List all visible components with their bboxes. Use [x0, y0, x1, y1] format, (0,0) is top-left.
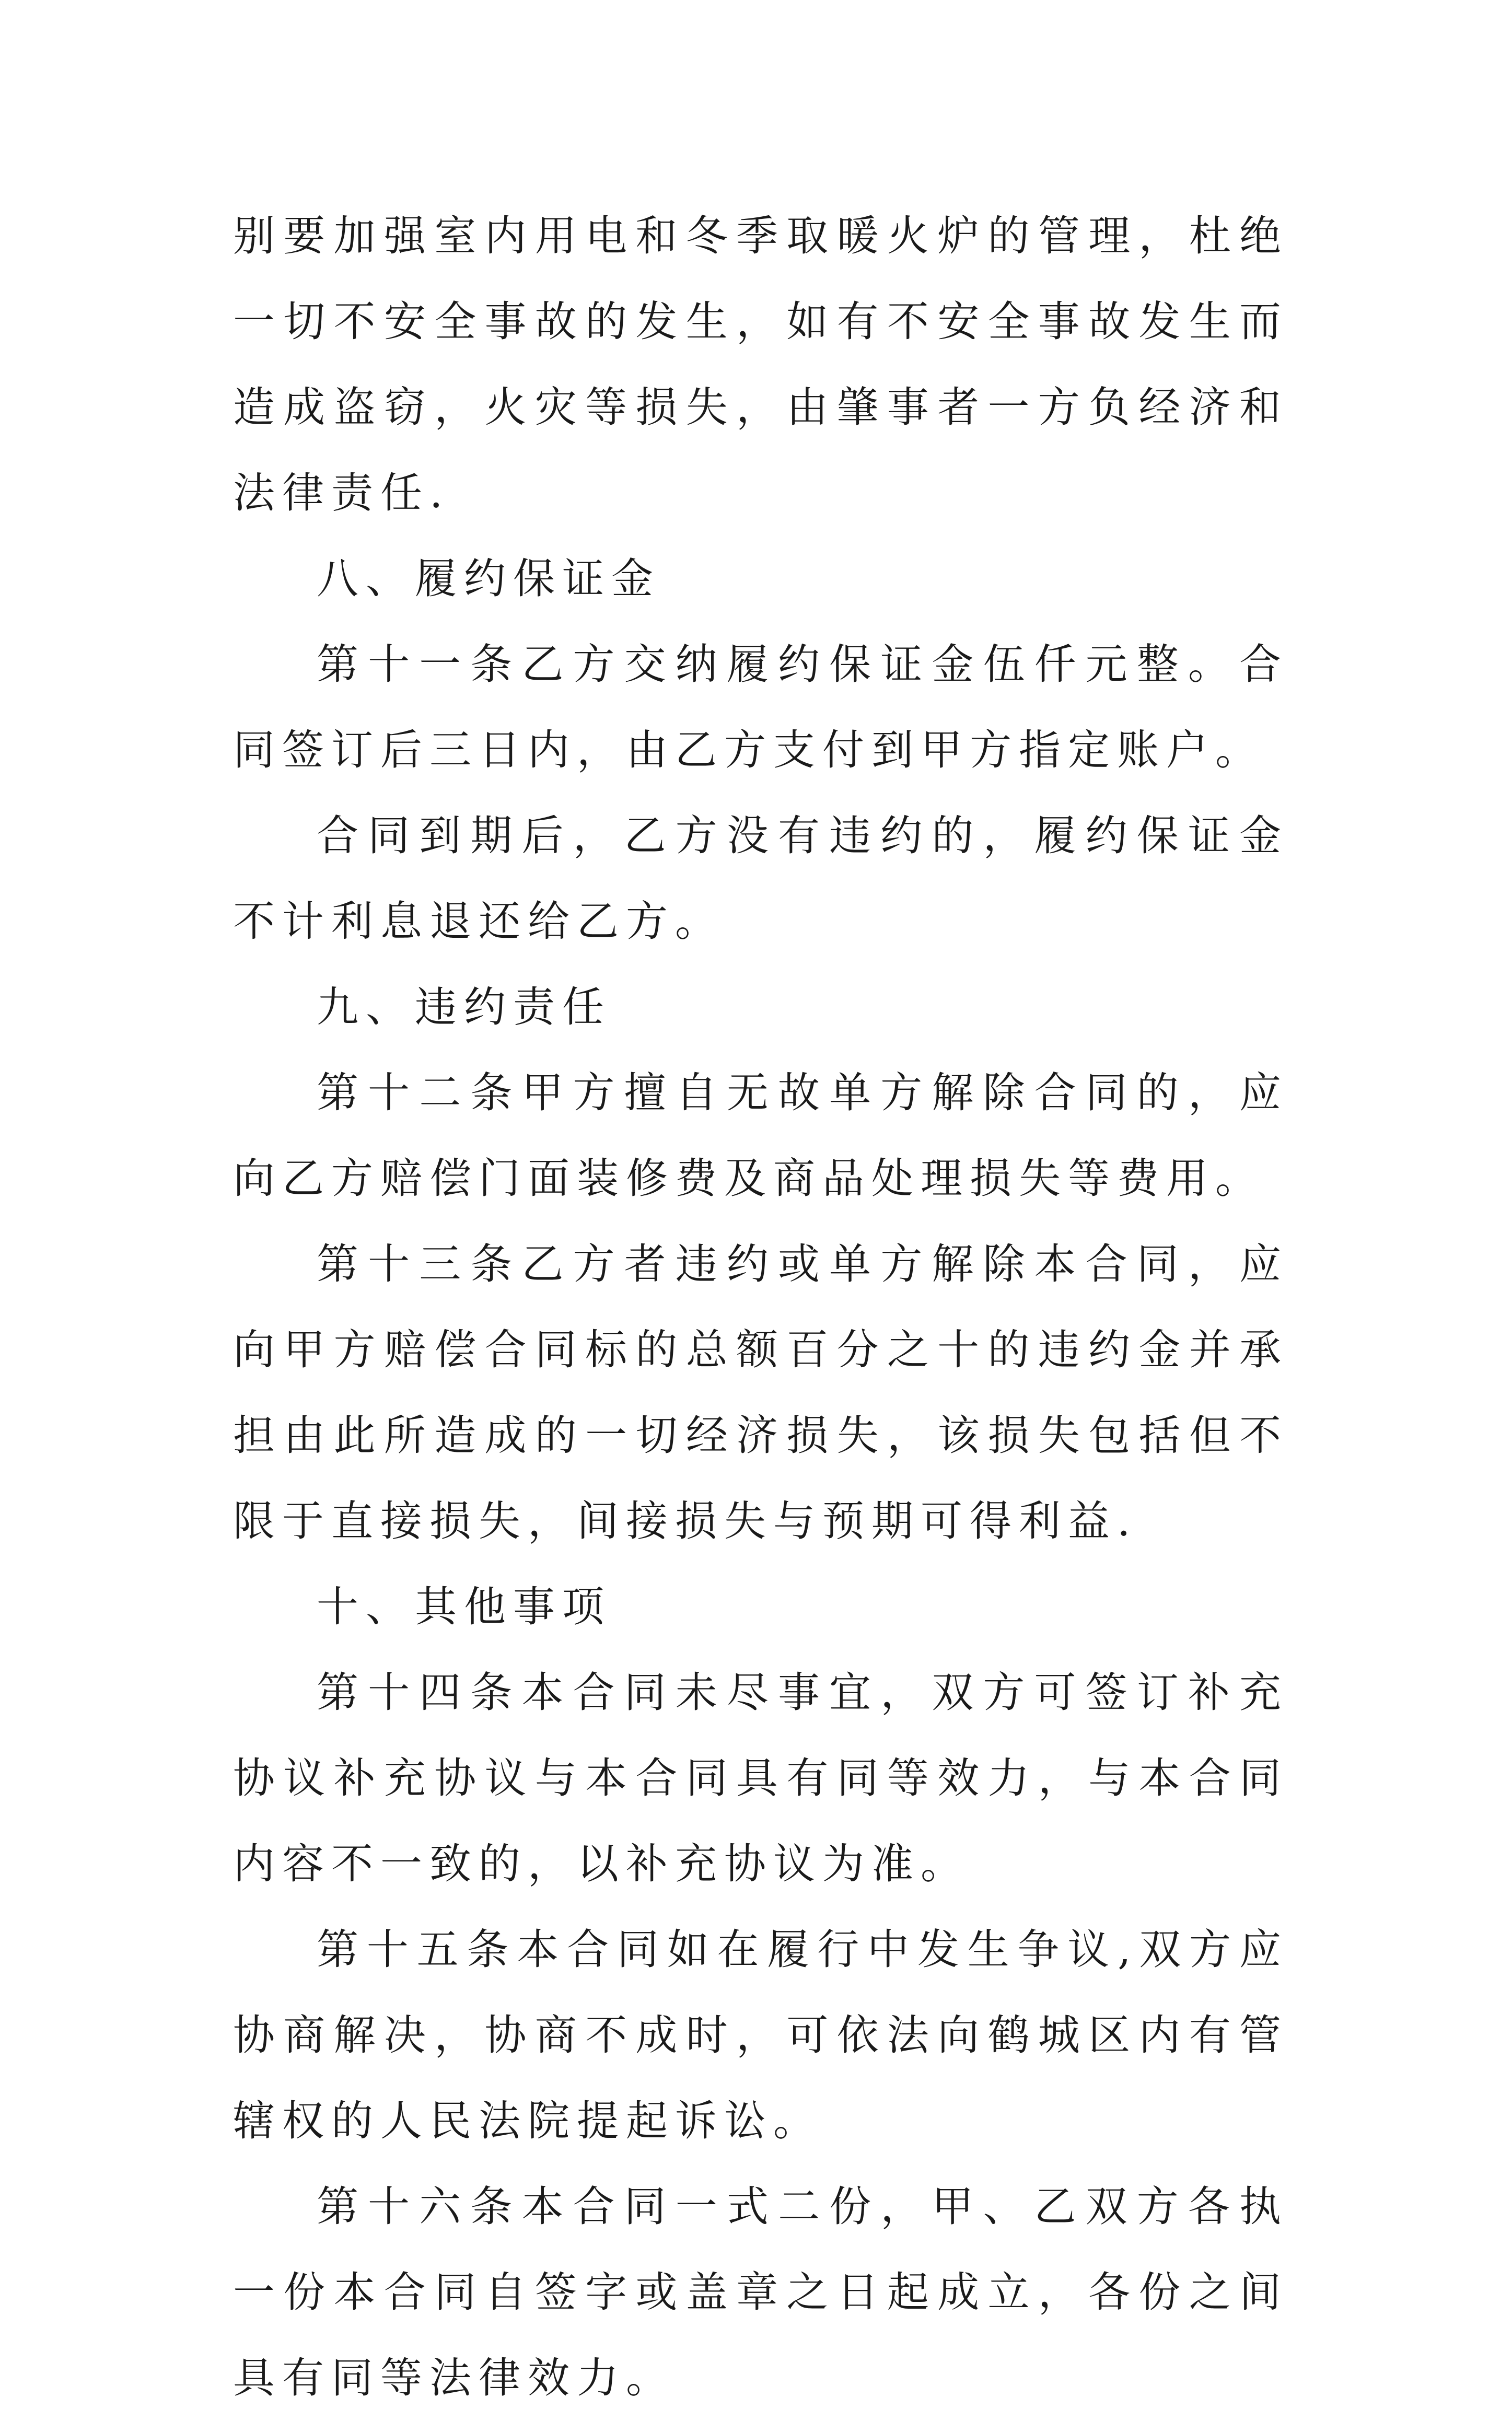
paragraph-article-11: 第十一条乙方交纳履约保证金伍仟元整。合同签订后三日内，由乙方支付到甲方指定账户。: [233, 640, 1288, 774]
paragraph-article-13: 第十三条乙方者违约或单方解除本合同，应向甲方赔偿合同标的总额百分之十的违约金并承担由此所造成的一切经济损失，该损失包括但不限于直接损失，间接损失与预期可得利益.: [233, 1240, 1288, 1545]
paragraph-article-15: 第十五条本合同如在履行中发生争议,双方应协商解决，协商不成时，可依法向鹤城区内有管辖权的人民法院提起诉讼。: [233, 1925, 1288, 2145]
document-body: [233, 193, 1288, 2421]
paragraph-article-12: 第十二条甲方擅自无故单方解除合同的，应向乙方赔偿门面装修费及商品处理损失等费用。: [233, 1068, 1288, 1203]
heading-performance-bond: 八、履约保证金: [317, 554, 660, 603]
paragraph-article-16: 第十六条本合同一式二份，甲、乙双方各执一份本合同自签字或盖章之日起成立，各份之间具有同等法律效力。: [233, 2182, 1288, 2402]
heading-breach-liability: 九、违约责任: [317, 983, 611, 1031]
paragraph-bond-refund: 合同到期后，乙方没有违约的，履约保证金不计利息退还给乙方。: [233, 811, 1288, 946]
heading-other-matters: 十、其他事项: [317, 1582, 611, 1631]
paragraph-fire-safety: 别要加强室内用电和冬季取暖火炉的管理，杜绝一切不安全事故的发生，如有不安全事故发生而造成盗窃，火灾等损失，由肇事者一方负经济和法律责任.: [233, 212, 1288, 517]
paragraph-article-14: 第十四条本合同未尽事宜，双方可签订补充协议补充协议与本合同具有同等效力，与本合同内容不一致的，以补充协议为准。: [233, 1668, 1288, 1888]
